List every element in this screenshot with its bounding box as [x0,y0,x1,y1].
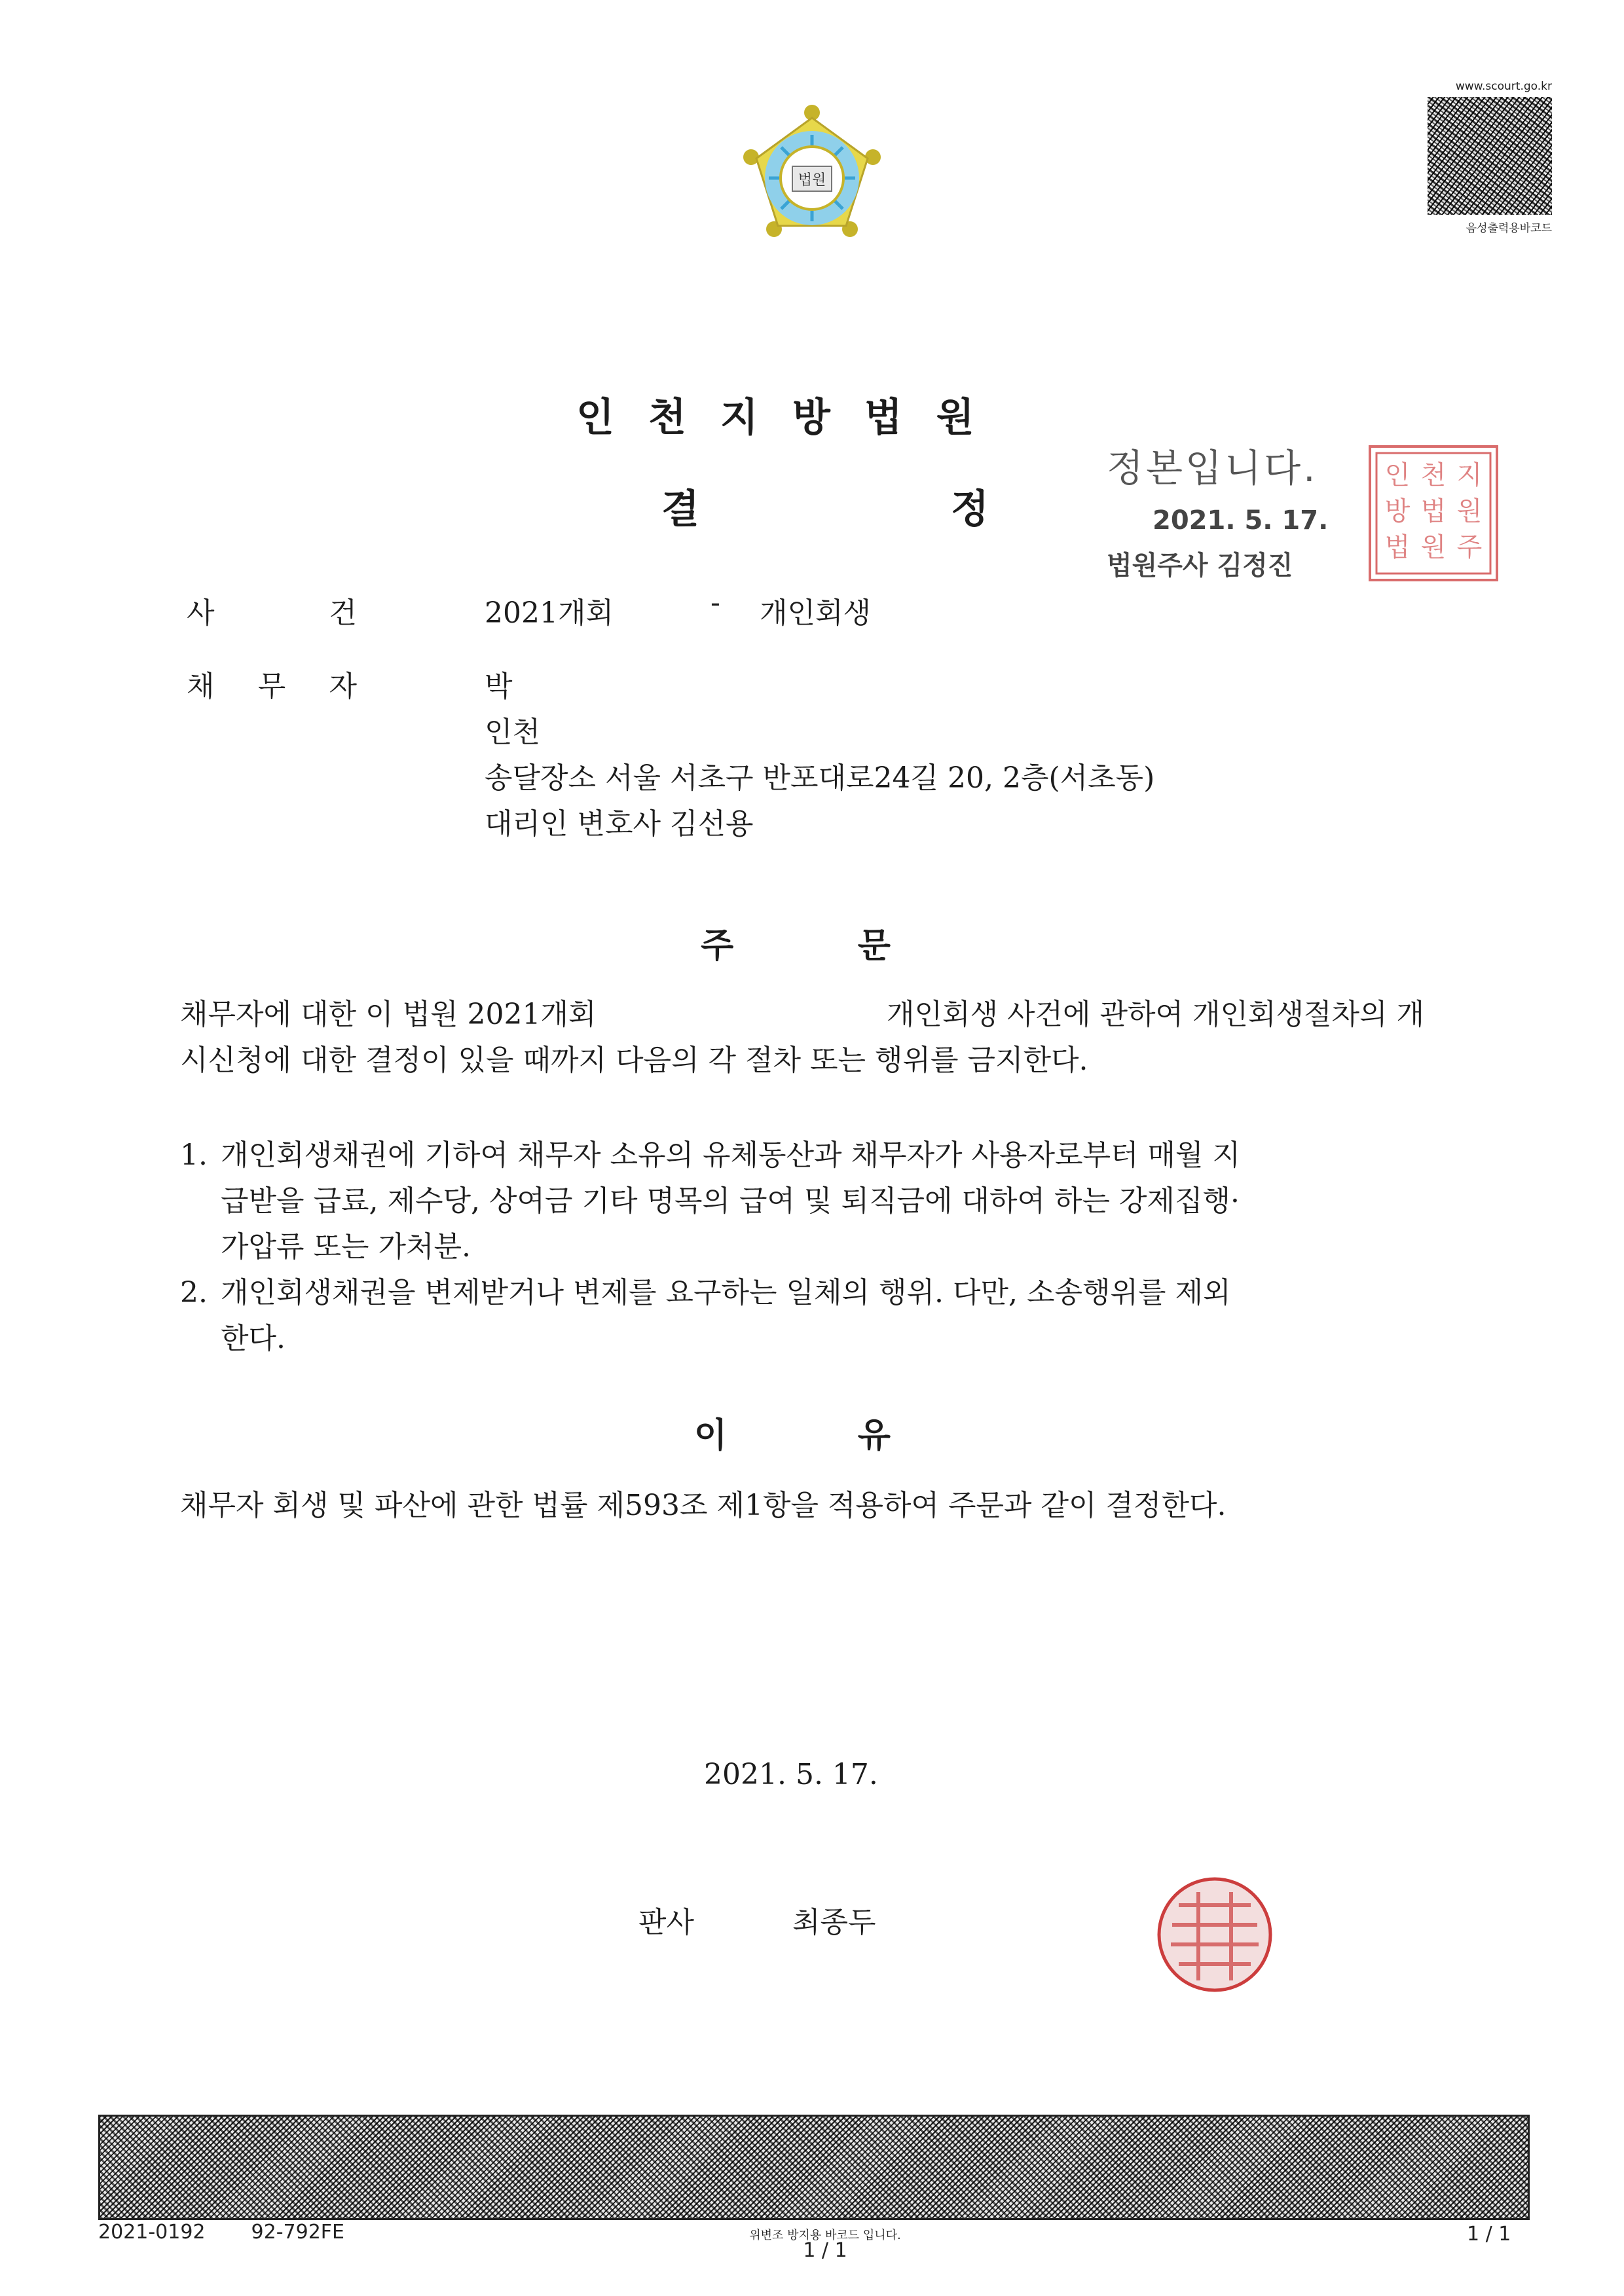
document-type [661,478,989,534]
certified-copy-stamp: 정본입니다. [1107,446,1318,490]
case-number-redaction: - [710,586,720,619]
order-item-number: 1. [180,1139,208,1172]
court-url: www.scourt.go.kr [1455,80,1552,93]
order-intro [180,992,1424,1084]
order-item-continuation: 한다. [221,1322,286,1355]
reason-heading-char: 유 [857,1416,891,1455]
document-code-start: 2021-0192 [98,2221,206,2244]
audio-barcode [1428,97,1552,215]
debtor-label [187,663,357,704]
document-code [98,2221,344,2244]
court-emblem-icon [733,98,891,255]
judge-name: 최종두 [792,1906,876,1939]
order-intro-line1: 채무자에 대한 이 법원 2021개회 [180,998,597,1031]
certification-date: 2021. 5. 17. [1153,505,1329,536]
debtor-address: 인천 [485,716,541,749]
order-item-line: 개인회생채권을 변제받거나 변제를 요구하는 일체의 행위. 다만, 소송행위를 제외 [221,1276,1231,1309]
certifying-clerk: 법원주사 김정진 [1107,551,1293,581]
center-page-number: 1 / 1 [803,2239,847,2262]
debtor-label-char: 무 [257,670,286,703]
order-item-1 [180,1133,1424,1270]
barcode-note: 위변조 방지용 바코드 입니다. [749,2229,901,2242]
clerk-seal [1369,445,1498,581]
order-intro-line2: 시신청에 대한 결정이 있을 때까지 다음의 각 절차 또는 행위를 금지한다. [180,1044,1088,1077]
seal-char: 방 [1384,496,1411,526]
seal-char: 지 [1456,460,1483,490]
document-code-end: 92-792FE [251,2221,345,2244]
clerk-seal-icon [1371,448,1496,579]
judge-title: 판사 [638,1906,695,1939]
seal-char: 원 [1420,532,1447,562]
seal-char: 인 [1384,460,1411,490]
service-address: 송달장소 서울 서초구 반포대로24길 20, 2층(서초동) [485,761,1155,795]
order-item-number: 2. [180,1276,208,1309]
seal-char: 법 [1420,496,1447,526]
barcode-label: 음성출력용바코드 [1466,222,1552,235]
order-item-continuation: 가압류 또는 가처분. [221,1230,471,1264]
order-item-continuation: 급받을 급료, 제수당, 상여금 기타 명목의 급여 및 퇴직금에 대하여 하는 강제집행· [221,1184,1240,1218]
seal-char: 주 [1456,532,1483,562]
debtor-label-char: 자 [329,670,357,703]
judge-seal-icon [1153,1872,1277,1997]
debtor-name: 박 [485,670,513,703]
case-number: 2021개회 [485,596,614,630]
order-heading-char: 주 [701,926,734,966]
reason-heading-char: 이 [694,1416,728,1455]
case-label-char: 사 [187,596,215,630]
seal-char: 천 [1420,460,1447,490]
case-type: 개인회생 [760,596,872,630]
doc-type-char: 정 [951,486,989,532]
emblem-label: 법원 [798,172,826,189]
case-label [187,589,357,631]
order-item-line: 개인회생채권에 기하여 채무자 소유의 유체동산과 채무자가 사용자로부터 매월 지 [221,1139,1241,1172]
court-name: 인천지방법원 [576,395,1008,441]
order-heading-char: 문 [857,926,891,966]
page-number: 1 / 1 [1467,2223,1511,2246]
reason-heading [694,1408,891,1457]
reason-text: 채무자 회생 및 파산에 관한 법률 제593조 제1항을 적용하여 주문과 같이 결정한다. [180,1489,1227,1522]
anti-forgery-barcode [98,2115,1530,2220]
seal-char: 원 [1456,496,1483,526]
debtor-agent: 대리인 변호사 김선용 [485,807,754,841]
order-intro-line1b: 개인회생 사건에 관하여 개인회생절차의 개 [886,998,1424,1031]
decision-date: 2021. 5. 17. [704,1758,878,1791]
debtor-label-char: 채 [187,670,215,703]
order-heading [701,918,891,967]
seal-char: 법 [1384,532,1411,562]
case-label-char: 건 [329,596,357,630]
doc-type-char: 결 [661,486,699,532]
order-item-2 [180,1270,1424,1362]
